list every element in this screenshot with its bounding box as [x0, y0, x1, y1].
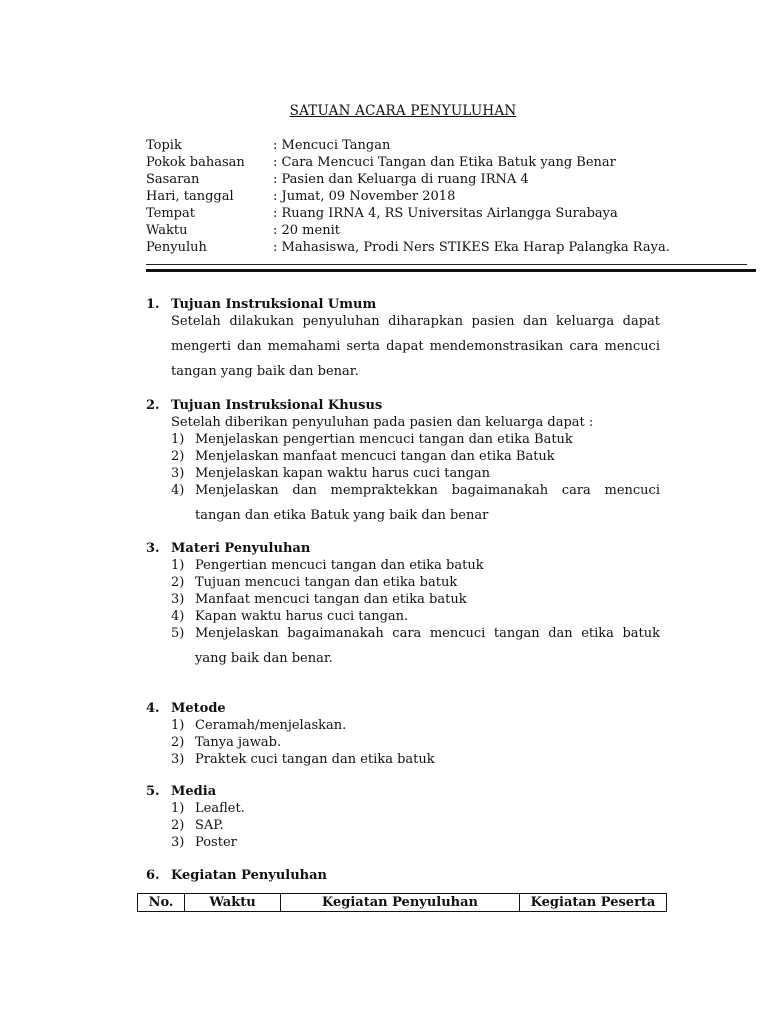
- info-value: : Mencuci Tangan: [273, 138, 391, 153]
- list-number: 1): [171, 558, 185, 573]
- list-text: Tujuan mencuci tangan dan etika batuk: [195, 575, 458, 590]
- list-item: [171, 431, 660, 448]
- section-media: [146, 783, 660, 851]
- list-text: Menjelaskan pengertian mencuci tangan dan etika Batuk: [195, 432, 573, 447]
- info-value: : Jumat, 09 November 2018: [273, 189, 456, 204]
- kegiatan-table: [137, 893, 667, 912]
- info-label: Pokok bahasan: [146, 155, 245, 170]
- info-row-tempat: [146, 205, 670, 222]
- list-text: Praktek cuci tangan dan etika batuk: [195, 752, 435, 767]
- list-text: Manfaat mencuci tangan dan etika batuk: [195, 592, 467, 607]
- section-kegiatan: [146, 867, 660, 884]
- info-row-waktu: [146, 222, 670, 239]
- section-materi: [146, 540, 660, 671]
- info-label: Sasaran: [146, 172, 200, 187]
- section-body: [146, 414, 660, 528]
- section-heading: [146, 540, 660, 557]
- list-number: 3): [171, 835, 185, 850]
- list-item: [171, 621, 660, 671]
- table-header-row: [138, 894, 667, 912]
- info-row-hari-tanggal: [146, 188, 670, 205]
- info-label: Hari, tanggal: [146, 189, 234, 204]
- column-header-waktu: Waktu: [185, 894, 281, 912]
- list-number: 2): [171, 818, 185, 833]
- info-label: Topik: [146, 138, 182, 153]
- info-label: Waktu: [146, 223, 188, 238]
- list-text: Leaflet.: [195, 801, 245, 816]
- info-row-pokok-bahasan: [146, 154, 670, 171]
- list-text: SAP.: [195, 818, 224, 833]
- section-number: 2.: [146, 398, 160, 413]
- divider-thick: [146, 269, 756, 272]
- info-value: : Mahasiswa, Prodi Ners STIKES Eka Harap Palangka Raya.: [273, 240, 670, 255]
- section-title: Kegiatan Penyuluhan: [171, 868, 328, 883]
- section-body: [146, 800, 660, 851]
- divider-thin: [146, 264, 747, 265]
- section-body: [146, 717, 660, 768]
- list-number: 4): [171, 483, 185, 498]
- list-number: 1): [171, 801, 185, 816]
- section-number: 6.: [146, 868, 160, 883]
- section-number: 1.: [146, 297, 160, 312]
- section-body: [146, 557, 660, 671]
- list-text: Poster: [195, 835, 237, 850]
- column-header-no: No.: [138, 894, 185, 912]
- list-item: [171, 800, 660, 817]
- section-title: Materi Penyuluhan: [171, 541, 311, 556]
- section-number: 4.: [146, 701, 160, 716]
- list-item: [171, 817, 660, 834]
- list-number: 3): [171, 752, 185, 767]
- list-item: [171, 717, 660, 734]
- section-title: Tujuan Instruksional Umum: [171, 297, 377, 312]
- list-number: 2): [171, 449, 185, 464]
- list-number: 2): [171, 735, 185, 750]
- list-item: [171, 448, 660, 465]
- list-text: Tanya jawab.: [195, 735, 282, 750]
- list-text: Menjelaskan bagaimanakah cara mencuci tangan dan etika batuk yang baik dan benar.: [195, 626, 660, 666]
- list-item: [171, 557, 660, 574]
- info-row-sasaran: [146, 171, 670, 188]
- list-item: [171, 734, 660, 751]
- list-text: Pengertian mencuci tangan dan etika batuk: [195, 558, 484, 573]
- list-text: Menjelaskan kapan waktu harus cuci tangan: [195, 466, 491, 481]
- section-number: 3.: [146, 541, 160, 556]
- list-text: Menjelaskan dan mempraktekkan bagaimanakah cara mencuci tangan dan etika Batuk yang baik dan benar: [195, 483, 660, 523]
- list-item: [171, 834, 660, 851]
- list-text: Ceramah/menjelaskan.: [195, 718, 347, 733]
- section-paragraph: Setelah dilakukan penyuluhan diharapkan pasien dan keluarga dapat mengerti dan memahami serta dapat mendemonstrasikan cara mencuci tangan yang baik dan benar.: [171, 314, 660, 379]
- info-row-topik: [146, 137, 670, 154]
- list-item: [171, 591, 660, 608]
- section-title: Metode: [171, 701, 226, 716]
- list-item: [171, 574, 660, 591]
- section-intro: Setelah diberikan penyuluhan pada pasien dan keluarga dapat :: [171, 415, 594, 430]
- section-heading: [146, 867, 660, 884]
- section-heading: [146, 700, 660, 717]
- section-title: Tujuan Instruksional Khusus: [171, 398, 383, 413]
- list-number: 1): [171, 432, 185, 447]
- document-title: SATUAN ACARA PENYULUHAN: [289, 103, 517, 119]
- column-header-kegiatan-peserta: Kegiatan Peserta: [520, 894, 667, 912]
- info-row-penyuluh: [146, 239, 670, 256]
- list-text: Kapan waktu harus cuci tangan.: [195, 609, 409, 624]
- list-number: 3): [171, 466, 185, 481]
- info-block: [146, 137, 670, 256]
- section-number: 5.: [146, 784, 160, 799]
- section-heading: [146, 783, 660, 800]
- column-header-kegiatan-penyuluhan: Kegiatan Penyuluhan: [281, 894, 520, 912]
- list-item: [171, 478, 660, 528]
- info-label: Tempat: [146, 206, 195, 221]
- section-heading: [146, 397, 660, 414]
- section-tujuan-umum: [146, 296, 660, 384]
- section-metode: [146, 700, 660, 768]
- list-number: 5): [171, 626, 185, 641]
- list-item: [171, 751, 660, 768]
- info-value: : Pasien dan Keluarga di ruang IRNA 4: [273, 172, 529, 187]
- section-title: Media: [171, 784, 217, 799]
- info-value: : 20 menit: [273, 223, 340, 238]
- info-value: : Cara Mencuci Tangan dan Etika Batuk yang Benar: [273, 155, 616, 170]
- list-number: 1): [171, 718, 185, 733]
- section-tujuan-khusus: [146, 397, 660, 528]
- list-text: Menjelaskan manfaat mencuci tangan dan etika Batuk: [195, 449, 555, 464]
- list-number: 4): [171, 609, 185, 624]
- list-number: 2): [171, 575, 185, 590]
- info-value: : Ruang IRNA 4, RS Universitas Airlangga Surabaya: [273, 206, 618, 221]
- list-number: 3): [171, 592, 185, 607]
- info-label: Penyuluh: [146, 240, 207, 255]
